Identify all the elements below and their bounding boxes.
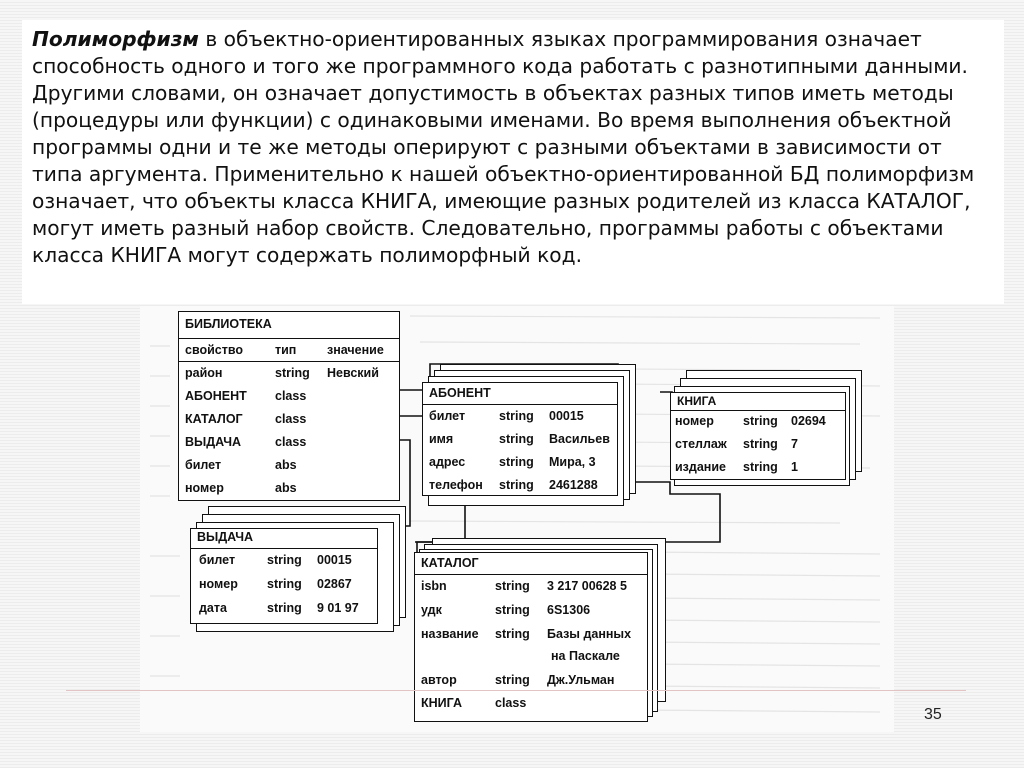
kniga-row-property: номер xyxy=(675,414,714,428)
biblioteka-row-type: class xyxy=(275,389,307,403)
vydacha-row-type: string xyxy=(267,601,302,615)
abonent-title: АБОНЕНТ xyxy=(429,386,491,400)
abonent-row-type: string xyxy=(499,409,534,423)
biblioteka-row-type: abs xyxy=(275,458,297,472)
kniga-row-property: стеллаж xyxy=(675,437,727,451)
abonent-row-type: string xyxy=(499,478,534,492)
katalog-row-type: string xyxy=(495,579,530,593)
vydacha-row-property: номер xyxy=(199,577,238,591)
biblioteka-row-property: ВЫДАЧА xyxy=(185,435,242,449)
footer-divider xyxy=(66,690,966,691)
katalog-card xyxy=(414,552,648,722)
body-paragraph xyxy=(32,26,994,269)
abonent-row-property: адрес xyxy=(429,455,466,469)
abonent-row-property: имя xyxy=(429,432,454,446)
abonent-row-property: телефон xyxy=(429,478,483,492)
biblioteka-row-property: билет xyxy=(185,458,222,472)
abonent-row-value: Васильев xyxy=(549,432,610,446)
abonent-row-type: string xyxy=(499,455,534,469)
header-type: тип xyxy=(275,343,297,357)
header-value: значение xyxy=(327,343,384,357)
katalog-row-value: Дж.Ульман xyxy=(547,673,615,687)
biblioteka-row-type: class xyxy=(275,412,307,426)
biblioteka-row-type: abs xyxy=(275,481,297,495)
biblioteka-title: БИБЛИОТЕКА xyxy=(185,317,272,331)
kniga-row-type: string xyxy=(743,460,778,474)
katalog-row-property: название xyxy=(421,627,479,641)
vydacha-row-value: 9 01 97 xyxy=(317,601,359,615)
abonent-card xyxy=(422,382,618,496)
katalog-row-property: isbn xyxy=(421,579,447,593)
vydacha-row-value: 02867 xyxy=(317,577,352,591)
object-diagram xyxy=(140,306,894,732)
vydacha-row-property: дата xyxy=(199,601,227,615)
header-property: свойство xyxy=(185,343,244,357)
biblioteka-row-type: string xyxy=(275,366,310,380)
katalog-row-type: class xyxy=(495,696,527,710)
kniga-row-type: string xyxy=(743,414,778,428)
biblioteka-row-property: АБОНЕНТ xyxy=(185,389,247,403)
katalog-row-property: удк xyxy=(421,603,442,617)
katalog-row-property: КНИГА xyxy=(421,696,462,710)
biblioteka-row-property: район xyxy=(185,366,223,380)
abonent-row-value: Мира, 3 xyxy=(549,455,596,469)
abonent-row-property: билет xyxy=(429,409,466,423)
term-polymorphism: Полиморфизм xyxy=(32,27,199,51)
biblioteka-card xyxy=(178,311,400,501)
katalog-row-value: Базы данных xyxy=(547,627,632,641)
abonent-row-value: 00015 xyxy=(549,409,584,423)
paragraph-text: в объектно-ориентированных языках программирования означает способность одного и того же программного кода работать с разнотипными данными. Другими словами, он означает допустимость в объектах разных типов иметь методы (процедуры или функции) с одинаковыми именами. Во время выполнения объектной программы одни и те же методы оперируют с разными объектами в зависимости от типа аргумента. Применительно к нашей объектно-ориентированной БД полиморфизм означает, что объекты класса КНИГА, имеющие разных родителей из класса КАТАЛОГ, могут иметь разный набор свойств. Следовательно, программы работы с объектами класса КНИГА могут содержать полиморфный код. xyxy=(32,27,975,267)
vydacha-row-type: string xyxy=(267,553,302,567)
katalog-row-type: string xyxy=(495,627,530,641)
biblioteka-row-property: номер xyxy=(185,481,224,495)
katalog-row-type: string xyxy=(495,603,530,617)
katalog-row-type: string xyxy=(495,673,530,687)
biblioteka-row-property: КАТАЛОГ xyxy=(185,412,243,426)
vydacha-title: ВЫДАЧА xyxy=(197,530,254,544)
kniga-row-property: издание xyxy=(675,460,726,474)
katalog-row-value-continued: на Паскале xyxy=(551,649,620,663)
katalog-row-value: 6S1306 xyxy=(547,603,591,617)
vydacha-card xyxy=(190,528,378,624)
kniga-title: КНИГА xyxy=(677,394,717,408)
katalog-title: КАТАЛОГ xyxy=(421,556,479,570)
page-number: 35 xyxy=(924,706,942,723)
katalog-row-value: 3 217 00628 5 xyxy=(547,579,627,593)
biblioteka-row-type: class xyxy=(275,435,307,449)
kniga-row-value: 02694 xyxy=(791,414,826,428)
abonent-row-value: 2461288 xyxy=(549,478,598,492)
biblioteka-row-value: Невский xyxy=(327,366,379,380)
kniga-row-value: 7 xyxy=(791,437,798,451)
katalog-row-property: автор xyxy=(421,673,457,687)
kniga-row-type: string xyxy=(743,437,778,451)
vydacha-row-type: string xyxy=(267,577,302,591)
kniga-card xyxy=(670,392,846,480)
vydacha-row-value: 00015 xyxy=(317,553,352,567)
abonent-row-type: string xyxy=(499,432,534,446)
text-block xyxy=(22,20,1004,304)
vydacha-row-property: билет xyxy=(199,553,236,567)
kniga-row-value: 1 xyxy=(791,460,798,474)
